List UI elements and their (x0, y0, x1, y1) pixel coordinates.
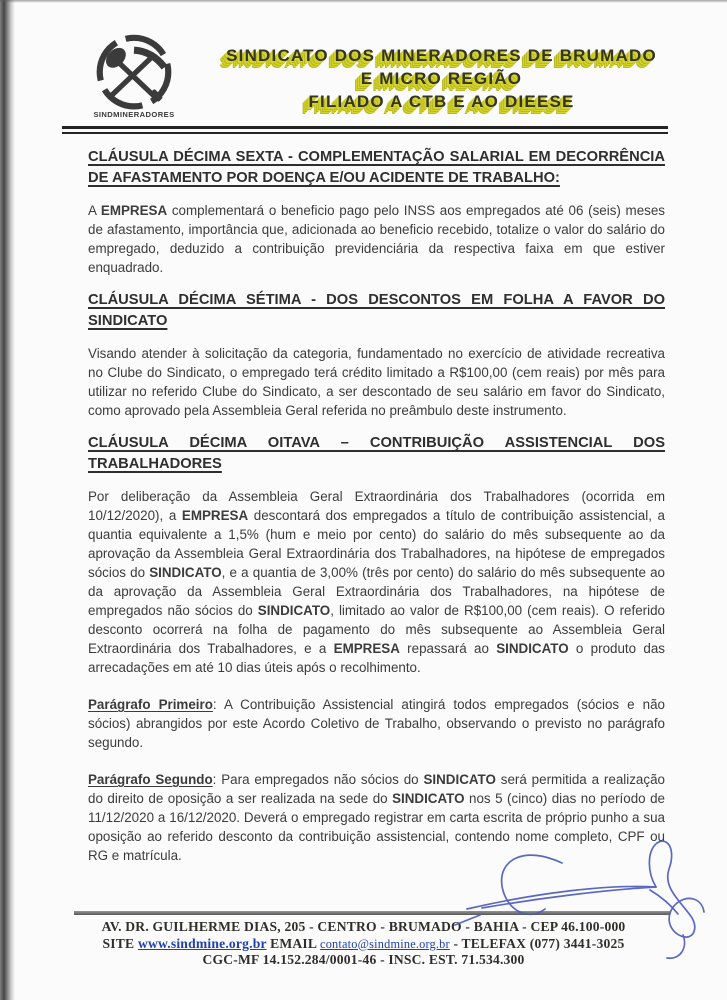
telefax-text: - TELEFAX (077) 3441-3025 (453, 935, 625, 951)
clause-17-heading: CLÁUSULA DÉCIMA SÉTIMA - DOS DESCONTOS EM FOLHA A FAVOR DO SINDICATO (88, 292, 665, 329)
footer-address: AV. DR. GUILHERME DIAS, 205 - CENTRO - BRUMADO - BAHIA - CEP 46.100-000 (101, 919, 626, 934)
clause-17-paragraph: Visando atender à solicitação da categoria, fundamentado no exercício de atividade recreativa no Clube do Sindicato, o empregado terá crédito limitado a R$100,00 (cem reais) por mês para utilizar no referido Clube do Sindicato, a ser descontado de seu salário em favor do Sindicato, como aprovado pela Assembleia Geral referida no preâmbulo deste instrumento. (88, 346, 665, 418)
clause-18-heading: CLÁUSULA DÉCIMA OITAVA – CONTRIBUIÇÃO ASSISTENCIAL DOS TRABALHADORES (88, 435, 665, 472)
document-body (0, 147, 727, 865)
scan-edge-left (0, 0, 15, 1000)
title-line-3: FILIADO A CTB E AO DIEESE (308, 92, 575, 111)
crossed-tools-icon (84, 34, 184, 114)
site-label: SITE (102, 935, 135, 951)
footer-registry: CGC-MF 14.152.284/0001-46 - INSC. EST. 71.534.300 (202, 952, 525, 967)
clause-16-paragraph: A EMPRESA complementará o beneficio pago pelo INSS aos empregados até 06 (seis) meses de afastamento, importância que, adicionada ao beneficio recebido, totalize o valor do salário do empregado, deduzido a contribuição previdenciária da respectiva faixa em que estiver enquadrado. (88, 203, 665, 275)
union-logo (76, 34, 192, 119)
header-rule (62, 126, 668, 134)
email-link[interactable]: contato@sindmine.org.br (320, 936, 450, 951)
title-line-2: E MICRO REGIÃO (360, 69, 523, 88)
paragrafo-segundo: Parágrafo Segundo: Para empregados não sócios do SINDICATO será permitida a realização do direito de oposição a ser realizada na sede do SINDICATO nos 5 (cinco) dias no período de 11/12/2020 a 16/12/2020. Deverá o empregado registrar em carta escrita de próprio punho a sua oposição ao referido desconto da contribuição assistencial, contendo nome completo, CPF ou RG e matrícula. (88, 772, 666, 863)
logo-caption: SINDMINERADORES (93, 110, 175, 119)
letterhead (0, 0, 727, 119)
title-line-1: SINDICATO DOS MINERADORES DE BRUMADO (226, 46, 657, 65)
site-link[interactable]: www.sindmine.org.br (137, 935, 267, 951)
email-label: EMAIL (270, 935, 317, 951)
paragrafo-primeiro: Parágrafo Primeiro: A Contribuição Assistencial atingirá todos empregados (sócios e não sócios) abrangidos por este Acordo Coletivo de Trabalho, observando o previsto no parágrafo segundo. (88, 697, 666, 750)
clause-16-heading: CLÁUSULA DÉCIMA SEXTA - COMPLEMENTAÇÃO SALARIAL EM DECORRÊNCIA DE AFASTAMENTO POR DOENÇA E/OU ACIDENTE DE TRABALHO: (88, 149, 665, 186)
letterhead-title (192, 34, 687, 113)
clause-18-paragraph: Por deliberação da Assembleia Geral Extraordinária dos Trabalhadores (ocorrida em 10/12/2020), a EMPRESA descontará dos empregados a título de contribuição assistencial, a quantia equivalente a 1,5% (hum e meio por cento) do salário do mês subsequente ao da aprovação da Assembleia Geral Extraordinária dos Trabalhadores, na hipótese de empregados sócios do SINDICATO, e a quantia de 3,00% (três por cento) do salário do mês subsequente ao da aprovação da Assembleia Geral Extraordinária dos Trabalhadores, na hipótese de empregados não sócios do SINDICATO, limitado ao valor de R$100,00 (cem reais). O referido desconto ocorrerá na folha de pagamento do mês subsequente ao Assembleia Geral Extraordinária dos Trabalhadores, e a EMPRESA repassará ao SINDICATO o produto das arrecadações em até 10 dias úteis após o recolhimento. (88, 489, 666, 675)
scan-edge-top (0, 0, 727, 3)
signature-scribble (452, 836, 720, 974)
